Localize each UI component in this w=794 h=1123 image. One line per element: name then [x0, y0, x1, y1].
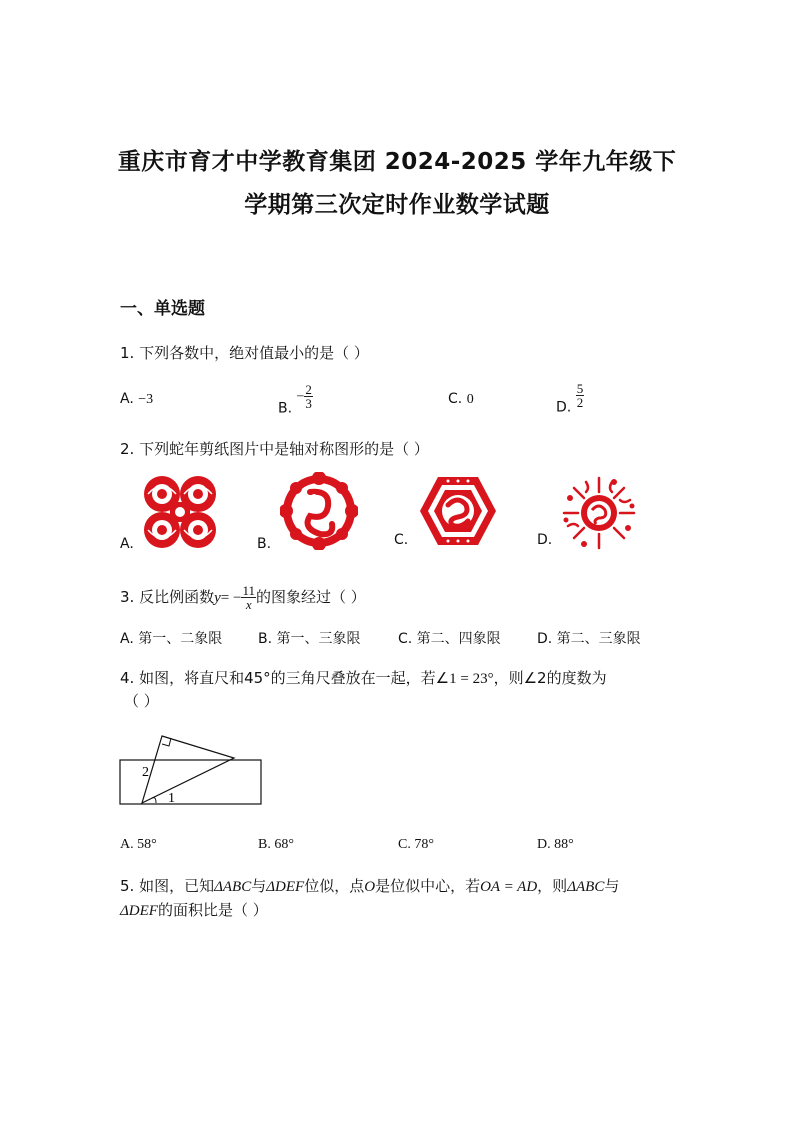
question-1-option-d	[556, 382, 584, 416]
question-4-stem-line-1: 4. 如图，将直尺和45°的三角尺叠放在一起，若∠1 = 23°，则∠2的度数为	[120, 669, 607, 687]
question-1-option-a	[120, 391, 153, 408]
triangle-abc: ΔABC	[567, 879, 605, 895]
fraction: $\frac{11}{x}$	[242, 583, 255, 612]
angle-1-label: 1	[168, 791, 175, 806]
question-1-stem: 1. 下列各数中，绝对值最小的是（ ）	[120, 344, 369, 362]
point-o: O	[364, 879, 376, 895]
triangle-def: ΔDEF	[120, 903, 158, 919]
snake-papercut-c-image	[418, 475, 498, 547]
fraction: $\frac{5}{2}$	[576, 381, 584, 410]
angle-2-label: 2	[142, 765, 149, 780]
question-2-option-c-label: C.	[394, 532, 409, 548]
question-3-option-a: A. 第一、二象限	[120, 631, 223, 647]
question-2-option-a-label: A.	[120, 536, 134, 552]
triangle-def: ΔDEF	[266, 879, 305, 895]
function-equals: = −	[220, 590, 242, 606]
question-4-stem-line-2: （ ）	[124, 692, 159, 710]
question-2-stem: 2. 下列蛇年剪纸图片中是轴对称图形的是（ ）	[120, 440, 429, 458]
option-label: C.	[448, 391, 463, 407]
question-3-option-d: D. 第二、三象限	[537, 631, 641, 647]
question-4-option-b: B. 68°	[258, 837, 294, 852]
ruler-triangle-figure	[118, 732, 266, 808]
question-2-option-d-label: D.	[537, 532, 553, 548]
option-label: D.	[556, 399, 572, 416]
snake-papercut-d-image	[560, 474, 638, 552]
question-3-stem	[120, 584, 366, 611]
question-3-option-b: B. 第一、三象限	[258, 631, 361, 647]
function-variable: y	[214, 590, 221, 606]
question-1-option-b	[278, 383, 313, 417]
option-value: −3	[138, 392, 154, 407]
question-1-option-c	[448, 391, 474, 408]
title-line-1: 重庆市育才中学教育集团 2024-2025 学年九年级下	[117, 149, 677, 175]
question-4-option-c: C. 78°	[398, 837, 434, 852]
right-angle-mark	[162, 738, 171, 746]
section-heading: 一、单选题	[120, 299, 205, 319]
question-3-option-c: C. 第二、四象限	[398, 631, 501, 647]
option-label: A.	[120, 391, 134, 407]
minus-sign: −	[296, 389, 305, 405]
snake-papercut-a-image	[140, 474, 220, 550]
option-label: B.	[278, 400, 293, 417]
stem-suffix: 的图象经过（ ）	[255, 588, 366, 606]
title-line-2: 学期第三次定时作业数学试题	[244, 192, 550, 218]
equation: OA = AD	[480, 879, 538, 895]
option-value: 0	[466, 392, 474, 407]
snake-papercut-b-image	[280, 472, 358, 550]
angle-condition: ∠1 = 23°	[435, 671, 494, 687]
question-4-option-a: A. 58°	[120, 837, 157, 852]
question-5-stem-line-1: 5. 如图，已知ΔABC与ΔDEF位似，点O是位似中心，若OA = AD，则ΔABC与	[120, 877, 620, 895]
question-5-stem-line-2: ΔDEF的面积比是（ ）	[120, 901, 268, 919]
triangle-shape	[142, 736, 234, 803]
fraction: $\frac{2}{3}$	[305, 382, 312, 411]
question-2-option-b-label: B.	[257, 536, 272, 552]
triangle-abc: ΔABC	[214, 879, 252, 895]
stem-prefix: 3. 反比例函数	[120, 588, 215, 606]
question-4-option-d: D. 88°	[537, 837, 574, 852]
